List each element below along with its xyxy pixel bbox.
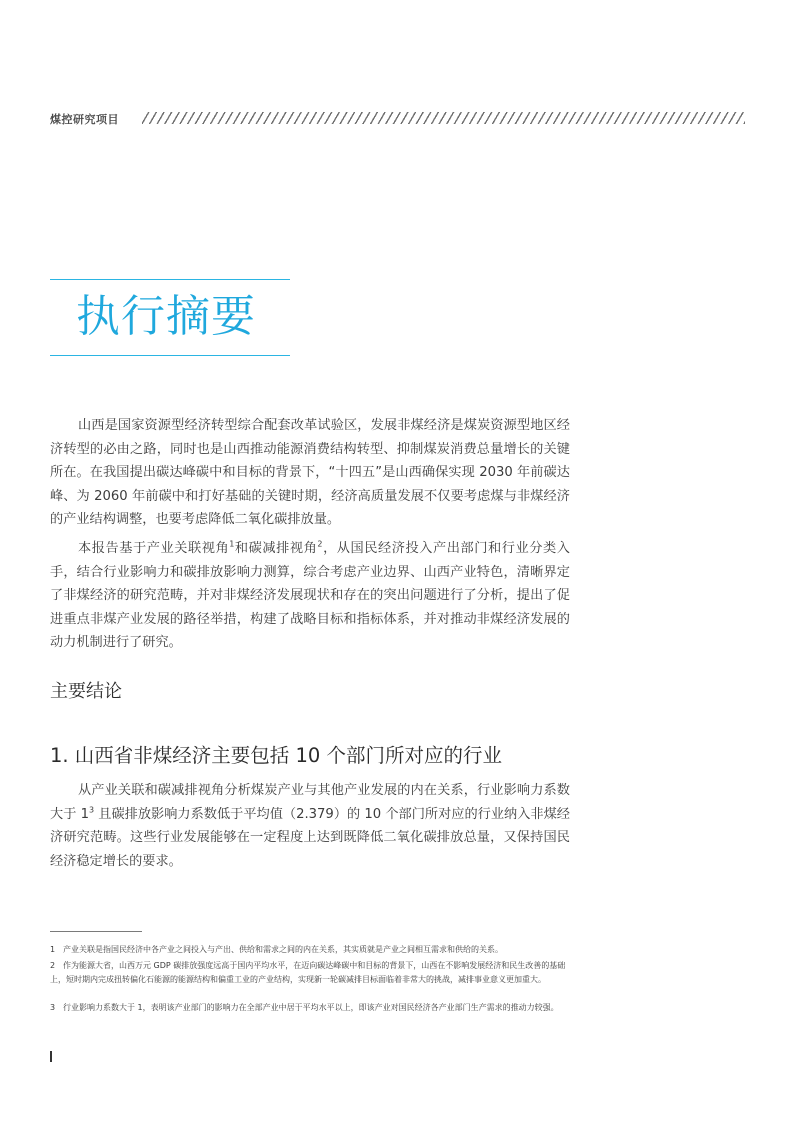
footnote-3-number: 3	[50, 1003, 56, 1012]
footnote-1	[50, 943, 572, 957]
intro-paragraph-2	[50, 537, 570, 655]
section-1-paragraph	[50, 779, 570, 873]
footnote-ref-3[interactable]: 3	[88, 805, 95, 815]
header-hatch-decoration	[142, 112, 745, 124]
intro-paragraph-1: 山西是国家资源型经济转型综合配套改革试验区，发展非煤经济是煤炭资源型地区经济转型的必由之路，同时也是山西推动能源消费结构转型、抑制煤炭消费总量增长的关键所在。在我国提出碳达峰碳中和目标的背景下，“十四五”是山西确保实现 2030 年前碳达峰、为 2060 年前碳中和打好基础的关键时期，经济高质量发展不仅要考虑煤与非煤经济的产业结构调整，也要考虑降低二氧化碳排放量。	[50, 418, 570, 527]
title-top-rule	[50, 279, 290, 280]
footnote-ref-2[interactable]: 2	[317, 539, 323, 549]
footnote-3-text: 行业影响力系数大于 1，表明该产业部门的影响力在全部产业中居于平均水平以上，即该产业对国民经济各产业部门生产需求的推动力较强。	[63, 1003, 559, 1012]
footnote-ref-1[interactable]: 1	[229, 539, 235, 549]
intro-paragraph-2-part1: 本报告基于产业关联视角	[78, 541, 230, 556]
section-1-heading: 1. 山西省非煤经济主要包括 10 个部门所对应的行业	[50, 744, 503, 767]
footnote-2	[50, 959, 572, 987]
project-label: 煤控研究项目	[50, 113, 119, 126]
footnote-separator	[50, 931, 142, 932]
footnote-2-number: 2	[50, 961, 56, 970]
footnote-1-number: 1	[50, 945, 56, 954]
section-1-paragraph-part2: 且碳排放影响力系数低于平均值（2.379）的 10 个部门所对应的行业纳入非煤经济研究范畴。这些行业发展能够在一定程度上达到既降低二氧化碳排放总量，又保持国民经济稳定增长的要求。	[50, 806, 570, 869]
footnote-3	[50, 1001, 572, 1015]
conclusions-heading: 主要结论	[50, 681, 122, 702]
intro-paragraph-2-part3: ，从国民经济投入产出部门和行业分类入手，结合行业影响力和碳排放影响力测算，综合考虑产业边界、山西产业特色，清晰界定了非煤经济的研究范畴，并对非煤经济发展现状和存在的突出问题进行了分析，提出了促进重点非煤产业发展的路径举措，构建了战略目标和指标体系，并对推动非煤经济发展的动力机制进行了研究。	[50, 541, 570, 650]
footnote-1-text: 产业关联是指国民经济中各产业之间投入与产出、供给和需求之间的内在关系，其实质就是产业之间相互需求和供给的关系。	[63, 945, 503, 954]
page-marker	[50, 1051, 52, 1062]
page-title: 执行摘要	[76, 291, 256, 342]
footnote-2-text: 作为能源大省，山西万元 GDP 碳排放强度远高于国内平均水平，在迈向碳达峰碳中和目标的背景下，山西在不影响发展经济和民生改善的基础上，短时期内完成扭转偏化石能源的能源结构和偏重工业的产业结构，实现新一轮碳减排目标面临着非常大的挑战，减排事业意义更加重大。	[50, 961, 566, 984]
title-bottom-rule	[50, 355, 290, 356]
intro-paragraph-2-part2: 和碳减排视角	[234, 541, 318, 556]
section-1-paragraph-part1: 从产业关联和碳减排视角分析煤炭产业与其他产业发展的内在关系，行业影响力系数大于 1	[50, 783, 570, 822]
